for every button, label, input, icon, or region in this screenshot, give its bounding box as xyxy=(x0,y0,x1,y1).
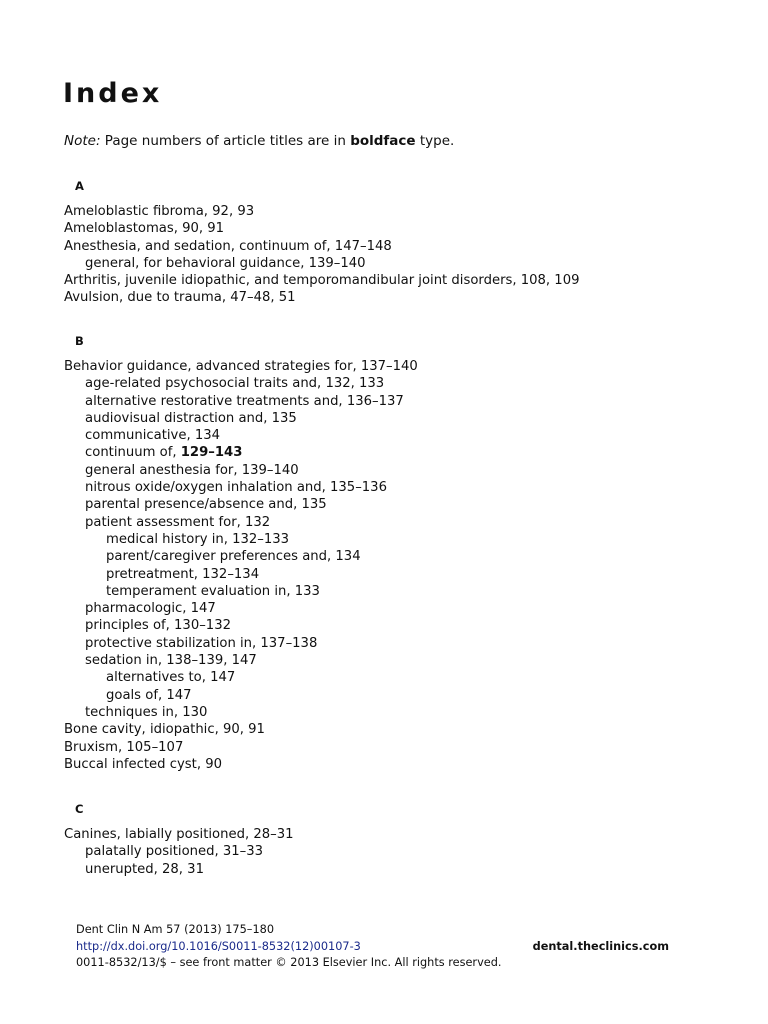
index-entry-text: pharmacologic, 147 xyxy=(85,601,216,617)
index-entry xyxy=(64,756,418,773)
index-entry-text: patient assessment for, 132 xyxy=(85,514,271,530)
index-entry-text: parental presence/absence and, 135 xyxy=(85,497,327,513)
index-entry-text: parent/caregiver preferences and, 134 xyxy=(106,549,361,565)
index-entry xyxy=(64,203,579,220)
index-entry-text: continuum of, xyxy=(85,445,181,461)
index-entry-text: Anesthesia, and sedation, continuum of, 147–148 xyxy=(64,238,392,254)
index-entry-text: alternative restorative treatments and, 136–137 xyxy=(85,393,404,409)
index-entry xyxy=(64,375,418,392)
index-entry xyxy=(64,583,418,600)
journal-citation: Dent Clin N Am 57 (2013) 175–180 xyxy=(76,923,275,936)
index-entry-text: age-related psychosocial traits and, 132, 133 xyxy=(85,376,385,392)
section-entries xyxy=(64,358,418,773)
index-entry xyxy=(64,238,579,255)
site-link[interactable]: dental.theclinics.com xyxy=(532,939,669,953)
section-letter: B xyxy=(75,334,84,348)
page-footer xyxy=(76,922,676,972)
index-entry xyxy=(64,721,418,738)
index-entry xyxy=(64,514,418,531)
index-entry-text: general, for behavioral guidance, 139–140 xyxy=(85,255,366,271)
index-section-a xyxy=(64,178,579,307)
index-entry xyxy=(64,427,418,444)
index-entry-text: Buccal infected cyst, 90 xyxy=(64,756,222,772)
index-entry-text: Avulsion, due to trauma, 47–48, 51 xyxy=(64,290,296,306)
section-entries xyxy=(64,203,579,307)
index-entry-text: medical history in, 132–133 xyxy=(106,531,290,547)
index-entry-text: alternatives to, 147 xyxy=(106,670,236,686)
index-entry xyxy=(64,861,293,878)
index-entry-text: sedation in, 138–139, 147 xyxy=(85,653,257,669)
index-entry-text: palatally positioned, 31–33 xyxy=(85,844,264,860)
index-entry-text: pretreatment, 132–134 xyxy=(106,566,260,582)
section-letter: C xyxy=(75,802,84,816)
index-entry xyxy=(64,479,418,496)
index-entry xyxy=(64,600,418,617)
index-entry-text: Ameloblastic fibroma, 92, 93 xyxy=(64,204,255,219)
index-entry xyxy=(64,739,418,756)
index-entry-text: Behavior guidance, advanced strategies for, 137–140 xyxy=(64,359,418,374)
index-entry xyxy=(64,826,293,843)
index-entry xyxy=(64,255,579,272)
index-entry xyxy=(64,687,418,704)
index-entry xyxy=(64,289,579,306)
index-entry-text: Canines, labially positioned, 28–31 xyxy=(64,827,294,842)
page-title: Index xyxy=(63,78,163,109)
index-entry xyxy=(64,358,418,375)
index-section-c xyxy=(64,801,293,878)
index-entry-text: goals of, 147 xyxy=(106,687,192,703)
index-entry xyxy=(64,548,418,565)
index-entry xyxy=(64,462,418,479)
index-entry-text: Bone cavity, idiopathic, 90, 91 xyxy=(64,722,265,738)
index-entry-text: protective stabilization in, 137–138 xyxy=(85,635,318,651)
index-entry xyxy=(64,220,579,237)
index-entry-text: nitrous oxide/oxygen inhalation and, 135–136 xyxy=(85,480,387,496)
note-text-end: type. xyxy=(415,133,455,149)
index-entry-text: Arthritis, juvenile idiopathic, and temporomandibular joint disorders, 108, 109 xyxy=(64,273,580,289)
index-entry xyxy=(64,496,418,513)
index-entry-text: temperament evaluation in, 133 xyxy=(106,583,320,599)
index-entry xyxy=(64,272,579,289)
index-entry-text: Ameloblastomas, 90, 91 xyxy=(64,221,225,237)
index-entry xyxy=(64,617,418,634)
section-letter: A xyxy=(75,179,84,193)
index-entry xyxy=(64,444,418,461)
index-entry-text: principles of, 130–132 xyxy=(85,618,231,634)
note-boldface: boldface xyxy=(350,133,416,149)
index-entry xyxy=(64,843,293,860)
index-entry-text: unerupted, 28, 31 xyxy=(85,861,204,877)
index-entry xyxy=(64,669,418,686)
index-entry xyxy=(64,531,418,548)
index-entry-text: Bruxism, 105–107 xyxy=(64,739,184,755)
section-entries xyxy=(64,826,293,878)
index-entry xyxy=(64,652,418,669)
index-entry xyxy=(64,635,418,652)
index-entry-text: general anesthesia for, 139–140 xyxy=(85,462,299,478)
index-entry-text: audiovisual distraction and, 135 xyxy=(85,410,297,426)
index-entry-bold-pages: 129–143 xyxy=(180,445,243,461)
index-note xyxy=(64,133,454,149)
index-entry-text: techniques in, 130 xyxy=(85,704,208,720)
copyright-line: 0011-8532/13/$ – see front matter © 2013 Elsevier Inc. All rights reserved. xyxy=(76,956,502,969)
index-entry-text: communicative, 134 xyxy=(85,428,221,444)
index-section-b xyxy=(64,333,418,773)
doi-link[interactable]: http://dx.doi.org/10.1016/S0011-8532(12)00107-3 xyxy=(76,939,361,953)
index-entry xyxy=(64,566,418,583)
note-text: Page numbers of article titles are in xyxy=(100,133,351,149)
note-prefix: Note: xyxy=(64,133,101,149)
index-entry xyxy=(64,704,418,721)
index-entry xyxy=(64,410,418,427)
index-entry xyxy=(64,393,418,410)
